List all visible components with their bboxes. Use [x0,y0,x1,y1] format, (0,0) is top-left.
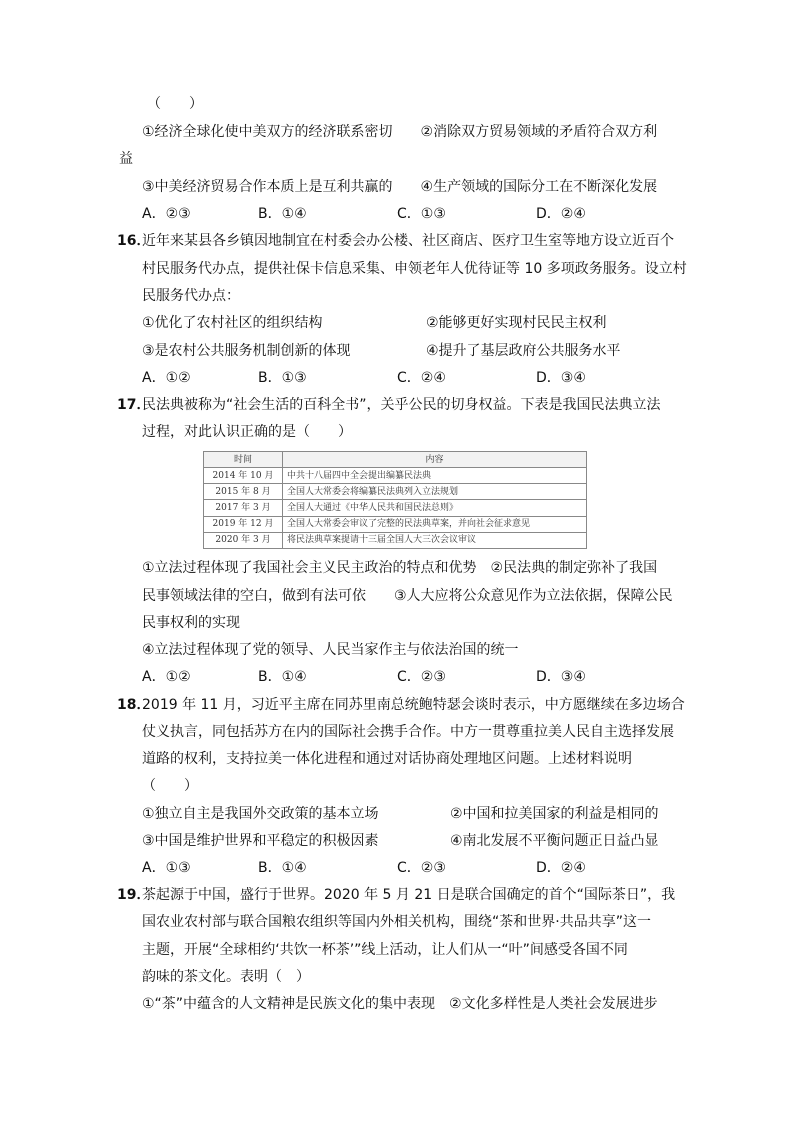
q17-stem-line: 民法典被称为“社会生活的百科全书”，关乎公民的切身权益。下表是我国民法典立法 [142,397,661,413]
table-row [204,532,587,548]
q16-option-4: ④提升了基层政府公共服务水平 [426,343,621,359]
q19-stem-line: 主题，开展“全球相约‘共饮一杯茶’”线上活动，让人们从一“叶”间感受各国不同 [142,942,628,958]
table-header-row [204,452,587,468]
q18-option-3: ③中国是维护世界和平稳定的积极因素 [142,833,379,849]
table-cell-content: 全国人大通过《中华人民共和国民法总则》 [283,500,587,516]
q16-number: 16． [117,233,151,249]
q16-option-2: ②能够更好实现村民民主权利 [426,315,607,331]
q16-option-1: ①优化了农村社区的组织结构 [142,315,323,331]
q16-answer-a: A．①② [142,370,191,386]
q17-option-line: ④立法过程体现了党的领导、人民当家作主与依法治国的统一 [142,642,519,658]
q15-answer-b: B．①④ [258,206,307,222]
q17-answer-a: A．①② [142,669,191,685]
q18-number: 18． [117,697,151,713]
q19-stem-line: 国农业农村部与联合国粮农组织等国内外相关机构，围绕“茶和世界·共品共享”这一 [142,914,651,930]
table-row [204,500,587,516]
q17-number: 17． [117,397,151,413]
q19-stem-line: 韵味的茶文化。表明（ ） [142,969,310,985]
table-cell-date: 2014 年 10 月 [204,468,283,484]
q18-answer-d: D．②④ [536,860,586,876]
table-header-time: 时间 [204,452,283,468]
table-cell-date: 2019 年 12 月 [204,516,283,532]
table-cell-content: 全国人大常委会将编纂民法典列入立法规划 [283,484,587,500]
q16-stem-line: 村民服务代办点，提供社保卡信息采集、申领老年人优待证等 10 多项政务服务。设立村 [142,261,687,277]
q15-answer-a: A．②③ [142,206,191,222]
q15-option-line: 益 [119,151,133,167]
q15-answer-d: D．②④ [536,206,586,222]
q16-stem-line: 近年来某县各乡镇因地制宜在村委会办公楼、社区商店、医疗卫生室等地方设立近百个 [142,233,674,249]
q17-answer-d: D．③④ [536,669,586,685]
table-cell-content: 全国人大常委会审议了完整的民法典草案，并向社会征求意见 [283,516,587,532]
table-cell-date: 2015 年 8 月 [204,484,283,500]
q18-option-1: ①独立自主是我国外交政策的基本立场 [142,806,379,822]
q16-answer-b: B．①③ [258,370,307,386]
table-cell-content: 中共十八届四中全会提出编纂民法典 [283,468,587,484]
q17-answer-b: B．①④ [258,669,307,685]
q19-stem-line: 茶起源于中国，盛行于世界。2020 年 5 月 21 日是联合国确定的首个“国际茶日”，我 [142,887,676,903]
q18-answer-b: B．①④ [258,860,307,876]
table-row [204,484,587,500]
civil-code-timeline-table [203,451,587,549]
q18-stem-line: （ ） [142,778,198,794]
table-header-content: 内容 [283,452,587,468]
q19-number: 19． [117,887,151,903]
q18-answer-a: A．①③ [142,860,191,876]
q16-answer-c: C．②④ [397,370,446,386]
q17-option-line: ①立法过程体现了我国社会主义民主政治的特点和优势 ②民法典的制定弥补了我国 [142,560,658,576]
table-row [204,468,587,484]
table-row [204,516,587,532]
q18-option-4: ④南北发展不平衡问题正日益凸显 [450,833,659,849]
q18-option-2: ②中国和拉美国家的利益是相同的 [450,806,659,822]
q18-answer-c: C．②③ [397,860,446,876]
q17-answer-c: C．②③ [397,669,446,685]
q15-answer-c: C．①③ [397,206,446,222]
q16-answer-d: D．③④ [536,370,586,386]
q17-option-line: 民事领域法律的空白，做到有法可依 ③人大应将公众意见作为立法依据，保障公民 [142,588,673,604]
q18-stem-line: 仗义执言，同包括苏方在内的国际社会携手合作。中方一贯尊重拉美人民自主选择发展 [142,724,674,740]
table-cell-content: 将民法典草案提请十三届全国人大三次会议审议 [283,532,587,548]
q15-option-line: ①经济全球化使中美双方的经济联系密切 ②消除双方贸易领域的矛盾符合双方利 [142,124,658,140]
table-cell-date: 2017 年 3 月 [204,500,283,516]
q15-paren: （ ） [147,96,203,112]
q16-stem-line: 民服务代办点： [142,288,240,304]
q16-option-3: ③是农村公共服务机制创新的体现 [142,343,351,359]
table-cell-date: 2020 年 3 月 [204,532,283,548]
q17-stem-line: 过程，对此认识正确的是（ ） [142,424,352,440]
q18-stem-line: 2019 年 11 月，习近平主席在同苏里南总统鲍特瑟会谈时表示，中方愿继续在多边场合 [142,697,685,713]
q18-stem-line: 道路的权利，支持拉美一体化进程和通过对话协商处理地区问题。上述材料说明 [142,751,632,767]
q15-option-line: ③中美经济贸易合作本质上是互利共赢的 ④生产领域的国际分工在不断深化发展 [142,179,658,195]
q17-option-line: 民事权利的实现 [142,615,240,631]
q19-option-line: ①“茶”中蕴含的人文精神是民族文化的集中表现 ②文化多样性是人类社会发展进步 [142,996,658,1012]
